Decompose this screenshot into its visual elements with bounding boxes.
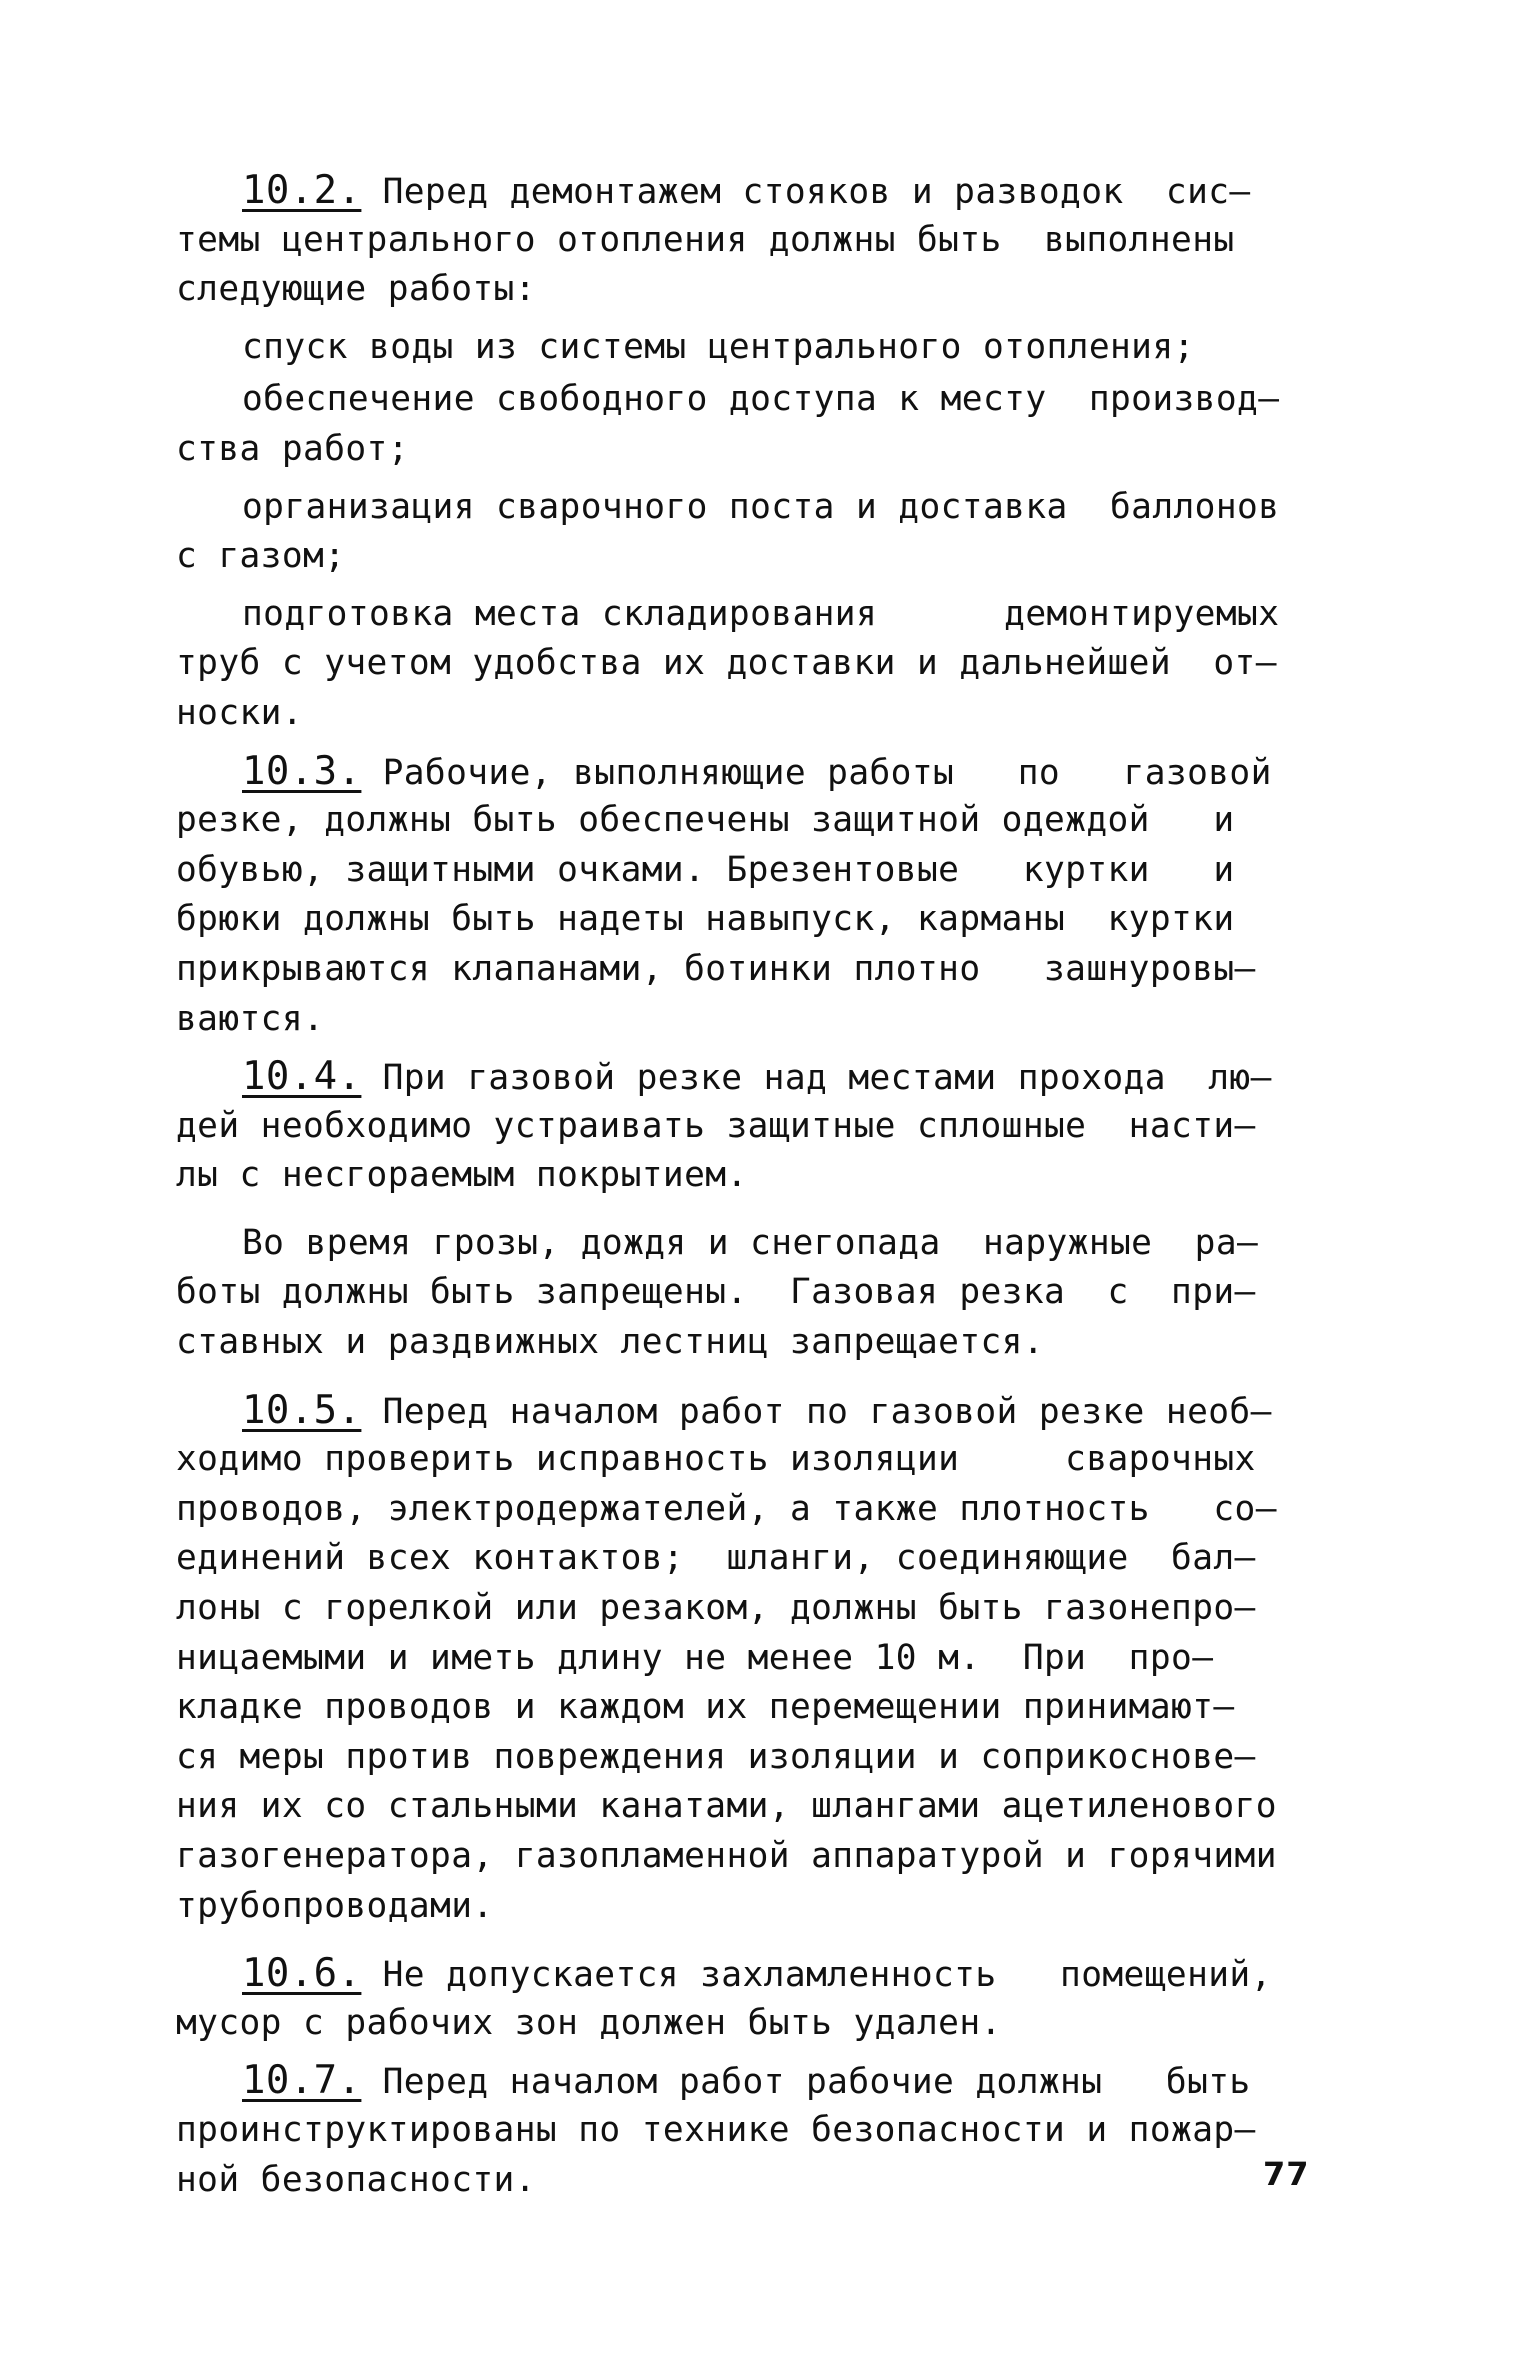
body-text — [176, 166, 1376, 2205]
line-text: ства работ; — [176, 428, 409, 469]
text-line — [176, 590, 1376, 640]
section-number: 10.4. — [242, 1054, 362, 1100]
text-line — [176, 796, 1376, 846]
line-text: организация сварочного поста и доставка баллонов — [242, 486, 1280, 527]
text-line — [176, 1268, 1376, 1318]
section-number: 10.6. — [242, 1951, 362, 1997]
line-text: При газовой резке над местами прохода лю– — [361, 1058, 1272, 1099]
text-line — [176, 1534, 1376, 1584]
section-heading-line — [176, 1386, 1376, 1436]
text-line — [176, 1832, 1376, 1882]
line-text: темы центрального отопления должны быть выполнены — [176, 219, 1235, 260]
text-line — [176, 1219, 1376, 1269]
text-line — [176, 532, 1376, 582]
line-text: резке, должны быть обеспечены защитной одеждой и — [176, 800, 1235, 841]
line-text: единений всех контактов; шланги, соединяющие бал– — [176, 1538, 1256, 1579]
text-line — [176, 265, 1376, 315]
line-text: ния их со стальными канатами, шлангами ацетиленового — [176, 1786, 1277, 1827]
text-line — [176, 425, 1376, 475]
text-line — [176, 1151, 1376, 1201]
line-text: трубопроводами. — [176, 1885, 494, 1926]
text-line — [176, 483, 1376, 533]
text-line — [176, 1733, 1376, 1783]
line-text: ходимо проверить исправность изоляции сварочных — [176, 1439, 1256, 1480]
text-line — [176, 895, 1376, 945]
text-line — [176, 1999, 1376, 2049]
text-line — [176, 1683, 1376, 1733]
text-line — [176, 1882, 1376, 1932]
text-line — [176, 1782, 1376, 1832]
page-number: 77 — [1263, 2155, 1310, 2193]
section-heading-line — [176, 1052, 1376, 1102]
text-line — [176, 995, 1376, 1045]
text-line — [176, 945, 1376, 995]
section-number: 10.3. — [242, 748, 362, 794]
line-text: проинструктированы по технике безопасности и пожар– — [176, 2109, 1256, 2150]
line-text: следующие работы: — [176, 269, 536, 310]
line-text: лы с несгораемым покрытием. — [176, 1155, 748, 1196]
line-text: Не допускается захламленность помещений, — [361, 1955, 1272, 1996]
line-text: Перед началом работ рабочие должны быть — [361, 2062, 1251, 2103]
line-text: мусор с рабочих зон должен быть удален. — [176, 2002, 1002, 2043]
line-text: лоны с горелкой или резаком, должны быть газонепро– — [176, 1588, 1256, 1629]
line-text: Перед демонтажем стояков и разводок сис– — [361, 172, 1251, 212]
line-text: носки. — [176, 692, 304, 733]
text-line — [176, 2106, 1376, 2156]
line-text: дей необходимо устраивать защитные сплошные насти– — [176, 1105, 1256, 1146]
line-text: спуск воды из системы центрального отопления; — [242, 326, 1195, 367]
line-text: газогенератора, газопламенной аппаратурой и горячими — [176, 1836, 1277, 1876]
line-text: Рабочие, выполняющие работы по газовой — [361, 752, 1272, 793]
section-heading-line — [176, 747, 1376, 797]
line-text: Перед началом работ по газовой резке необ– — [361, 1391, 1272, 1432]
line-text: ницаемыми и иметь длину не менее 10 м. При про– — [176, 1637, 1214, 1678]
text-line — [176, 1485, 1376, 1535]
text-line — [176, 2156, 1376, 2206]
line-text: прикрываются клапанами, ботинки плотно зашнуровы– — [176, 948, 1256, 989]
text-line — [176, 639, 1376, 689]
text-line — [176, 1634, 1376, 1684]
section-heading-line — [176, 2056, 1376, 2106]
text-line — [176, 1318, 1376, 1368]
section-number: 10.7. — [242, 2058, 362, 2104]
line-text: ставных и раздвижных лестниц запрещается. — [176, 1322, 1045, 1363]
text-line — [176, 1102, 1376, 1152]
line-text: труб с учетом удобства их доставки и дальнейшей от– — [176, 643, 1277, 684]
text-line — [176, 689, 1376, 739]
text-line — [176, 323, 1376, 373]
section-number: 10.2. — [242, 168, 362, 213]
line-text: обувью, защитными очками. Брезентовые куртки и — [176, 849, 1235, 890]
line-text: боты должны быть запрещены. Газовая резка с при– — [176, 1272, 1256, 1313]
line-text: обеспечение свободного доступа к месту производ– — [242, 379, 1280, 420]
line-text: с газом; — [176, 536, 346, 577]
line-text: ной безопасности. — [176, 2159, 536, 2200]
text-line — [176, 1584, 1376, 1634]
line-text: кладке проводов и каждом их перемещении принимают– — [176, 1687, 1235, 1728]
text-line — [176, 846, 1376, 896]
line-text: проводов, электродержателей, а также плотность со– — [176, 1488, 1277, 1529]
line-text: подготовка места складирования демонтируемых — [242, 593, 1280, 634]
section-number: 10.5. — [242, 1387, 362, 1433]
text-line — [176, 375, 1376, 425]
text-line — [176, 216, 1376, 266]
line-text: ся меры против повреждения изоляции и соприкоснове– — [176, 1736, 1256, 1777]
section-heading-line — [176, 1949, 1376, 1999]
line-text: брюки должны быть надеты навыпуск, карманы куртки — [176, 899, 1235, 940]
line-text: ваются. — [176, 998, 325, 1039]
section-heading-line — [176, 166, 1376, 216]
line-text: Во время грозы, дождя и снегопада наружные ра– — [242, 1222, 1259, 1263]
text-line — [176, 1435, 1376, 1485]
